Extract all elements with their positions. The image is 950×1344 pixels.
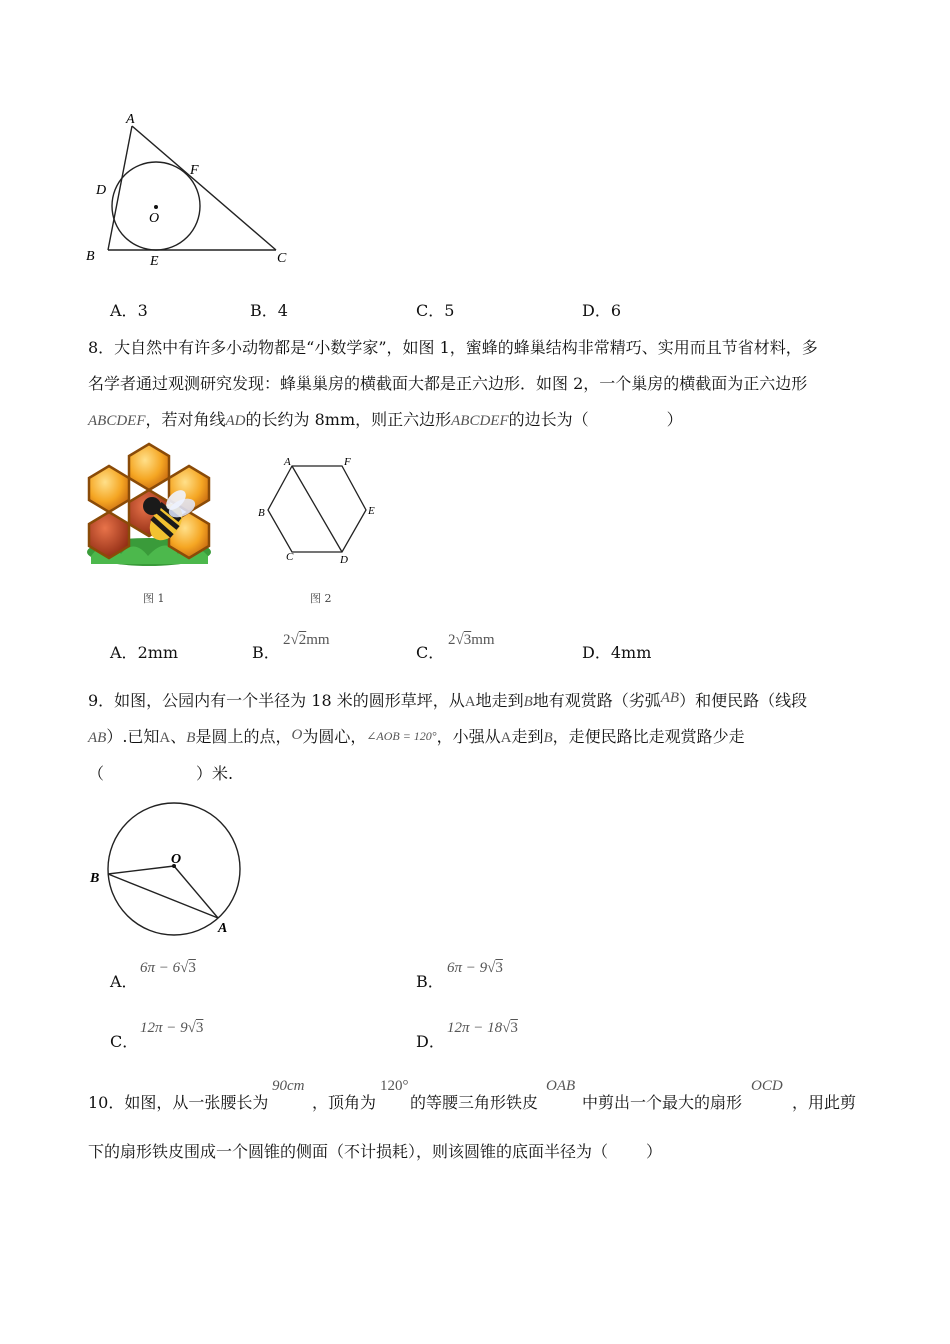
q10-line-1-text-4: 中剪出一个最大的扇形 (582, 1093, 743, 1112)
q9-option-d-expr: 12π − 18√3 (447, 1020, 518, 1036)
hex-label-F: F (344, 456, 351, 468)
q10-math-90cm: 90cm (272, 1078, 305, 1094)
q8-option-b: B． (252, 643, 280, 662)
q7-label-D: D (96, 183, 107, 198)
q10-math-120: 120° (380, 1078, 409, 1094)
q8-option-d: D．4mm (582, 643, 652, 662)
q10-line-1-text-3: 的等腰三角形铁皮 (410, 1093, 539, 1112)
q10-math-OAB: OAB (546, 1078, 576, 1094)
q9-option-d: D． (416, 1032, 445, 1051)
q8-option-c-expr: 2√3mm (448, 632, 495, 648)
q7-option-b: B．4 (250, 301, 288, 320)
q7-triangle-figure (80, 110, 300, 270)
hex-label-A: A (284, 456, 291, 468)
q7-option-d: D．6 (582, 301, 622, 320)
q9-option-b: B． (416, 972, 444, 991)
q7-label-B: B (86, 249, 95, 264)
hex-label-D: D (340, 554, 348, 566)
q7-label-E: E (150, 254, 159, 269)
figure-2-caption: 图 2 (310, 592, 332, 605)
q9-label-A: A (218, 921, 228, 936)
q9-label-B: B (90, 871, 100, 886)
q8-line-1: 8．大自然中有许多小动物都是“小数学家”，如图 1，蜜蜂的蜂巢结构非常精巧、实用而且节省材料，多 (88, 338, 818, 357)
q9-option-b-expr: 6π − 9√3 (447, 960, 503, 976)
q7-label-C: C (277, 251, 287, 266)
q7-option-c: C．5 (416, 301, 455, 320)
q8-line-2: 名学者通过观测研究发现：蜂巢巢房的横截面大都是正六边形．如图 2，一个巢房的横截面为正六边形 (88, 374, 808, 393)
q9-option-c-expr: 12π − 9√3 (140, 1020, 204, 1036)
q9-circle-figure (84, 800, 254, 940)
q8-option-a: A．2mm (110, 643, 179, 662)
hex-label-C: C (286, 551, 294, 563)
q10-line-2: 下的扇形铁皮围成一个圆锥的侧面（不计损耗），则该圆锥的底面半径为（ ） (88, 1142, 663, 1161)
q8-option-c: C． (416, 643, 445, 662)
figure-1-caption: 图 1 (143, 592, 165, 605)
q10-line-1-text-1: 10．如图，从一张腰长为 (88, 1093, 269, 1112)
q10-line-1-text-2: ，顶角为 (312, 1093, 377, 1112)
q9-line-3: （ ）米. (88, 764, 234, 783)
q9-line-2: AB）.已知A、B是圆上的点，O为圆心，∠AOB = 120°，小强从A走到B，走便民路比走观赏路少走 (88, 727, 745, 746)
hex-label-B: B (258, 507, 265, 519)
q7-option-a: A．3 (110, 301, 148, 320)
q8-line-3: ABCDEF，若对角线AD的长约为 8mm，则正六边形ABCDEF的边长为（ ） (88, 410, 683, 429)
q9-option-a-expr: 6π − 6√3 (140, 960, 196, 976)
q10-line-1-text-5: ，用此剪 (792, 1093, 857, 1112)
q9-option-c: C． (110, 1032, 139, 1051)
q8-option-b-expr: 2√2mm (283, 632, 330, 648)
q8-hexagon-figure (252, 452, 382, 568)
q7-label-F: F (190, 163, 199, 178)
q10-math-OCD: OCD (751, 1078, 783, 1094)
honeycomb-bee-image (86, 440, 212, 568)
q9-line-1: 9．如图，公园内有一个半径为 18 米的圆形草坪，从A地走到B地有观赏路（劣弧AB）和便民路（线段 (88, 690, 808, 710)
q7-label-A: A (126, 112, 135, 127)
q7-label-O: O (149, 211, 160, 226)
hex-label-E: E (368, 505, 375, 517)
q9-label-O: O (171, 852, 182, 867)
q9-option-a: A． (110, 972, 138, 991)
